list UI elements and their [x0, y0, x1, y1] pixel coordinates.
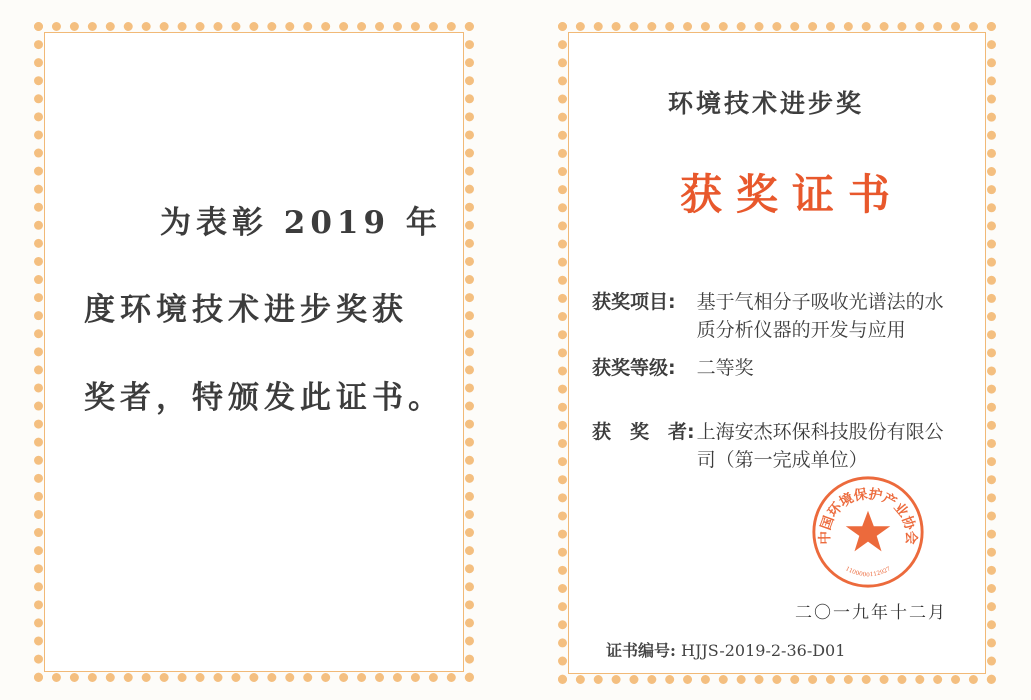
- field-value-winner-line-2: 司（第一完成单位）: [696, 449, 868, 471]
- certificate-number-label: 证书编号:: [606, 641, 676, 660]
- field-label-project: 获奖项目:: [592, 291, 676, 313]
- left-inner-border: [44, 32, 464, 672]
- certificate-title: 获奖证书: [680, 170, 905, 219]
- dedication-line-2: 度环境技术进步奖获: [84, 292, 408, 328]
- award-name: 环境技术进步奖: [668, 89, 865, 118]
- field-value-project-line-2: 质分析仪器的开发与应用: [696, 319, 906, 341]
- field-value-project-line-1: 基于气相分子吸收光谱法的水: [696, 291, 944, 313]
- field-value-level: 二等奖: [696, 357, 754, 379]
- field-value-winner-line-1: 上海安杰环保科技股份有限公: [696, 421, 944, 443]
- seal-number: 1100000112927: [844, 566, 892, 579]
- field-label-winner: 获 奖 者:: [592, 421, 695, 443]
- official-seal: [810, 474, 926, 590]
- seal-text: 中国环境保护产业协会: [817, 486, 919, 545]
- field-label-level: 获奖等级:: [592, 357, 676, 379]
- certificate-number: [606, 638, 845, 661]
- field-label-project-spacer: [592, 316, 695, 344]
- award-fields: [592, 288, 982, 474]
- seal-star-icon: [846, 511, 890, 552]
- certificate-number-value: HJJS-2019-2-36-D01: [681, 641, 846, 660]
- field-label-winner-spacer: [592, 446, 695, 474]
- issue-date: 二〇一九年十二月: [795, 603, 947, 623]
- dedication-line-3: 奖者，特颁发此证书。: [84, 380, 444, 416]
- dedication-line-1: 为表彰 2019 年: [160, 205, 442, 241]
